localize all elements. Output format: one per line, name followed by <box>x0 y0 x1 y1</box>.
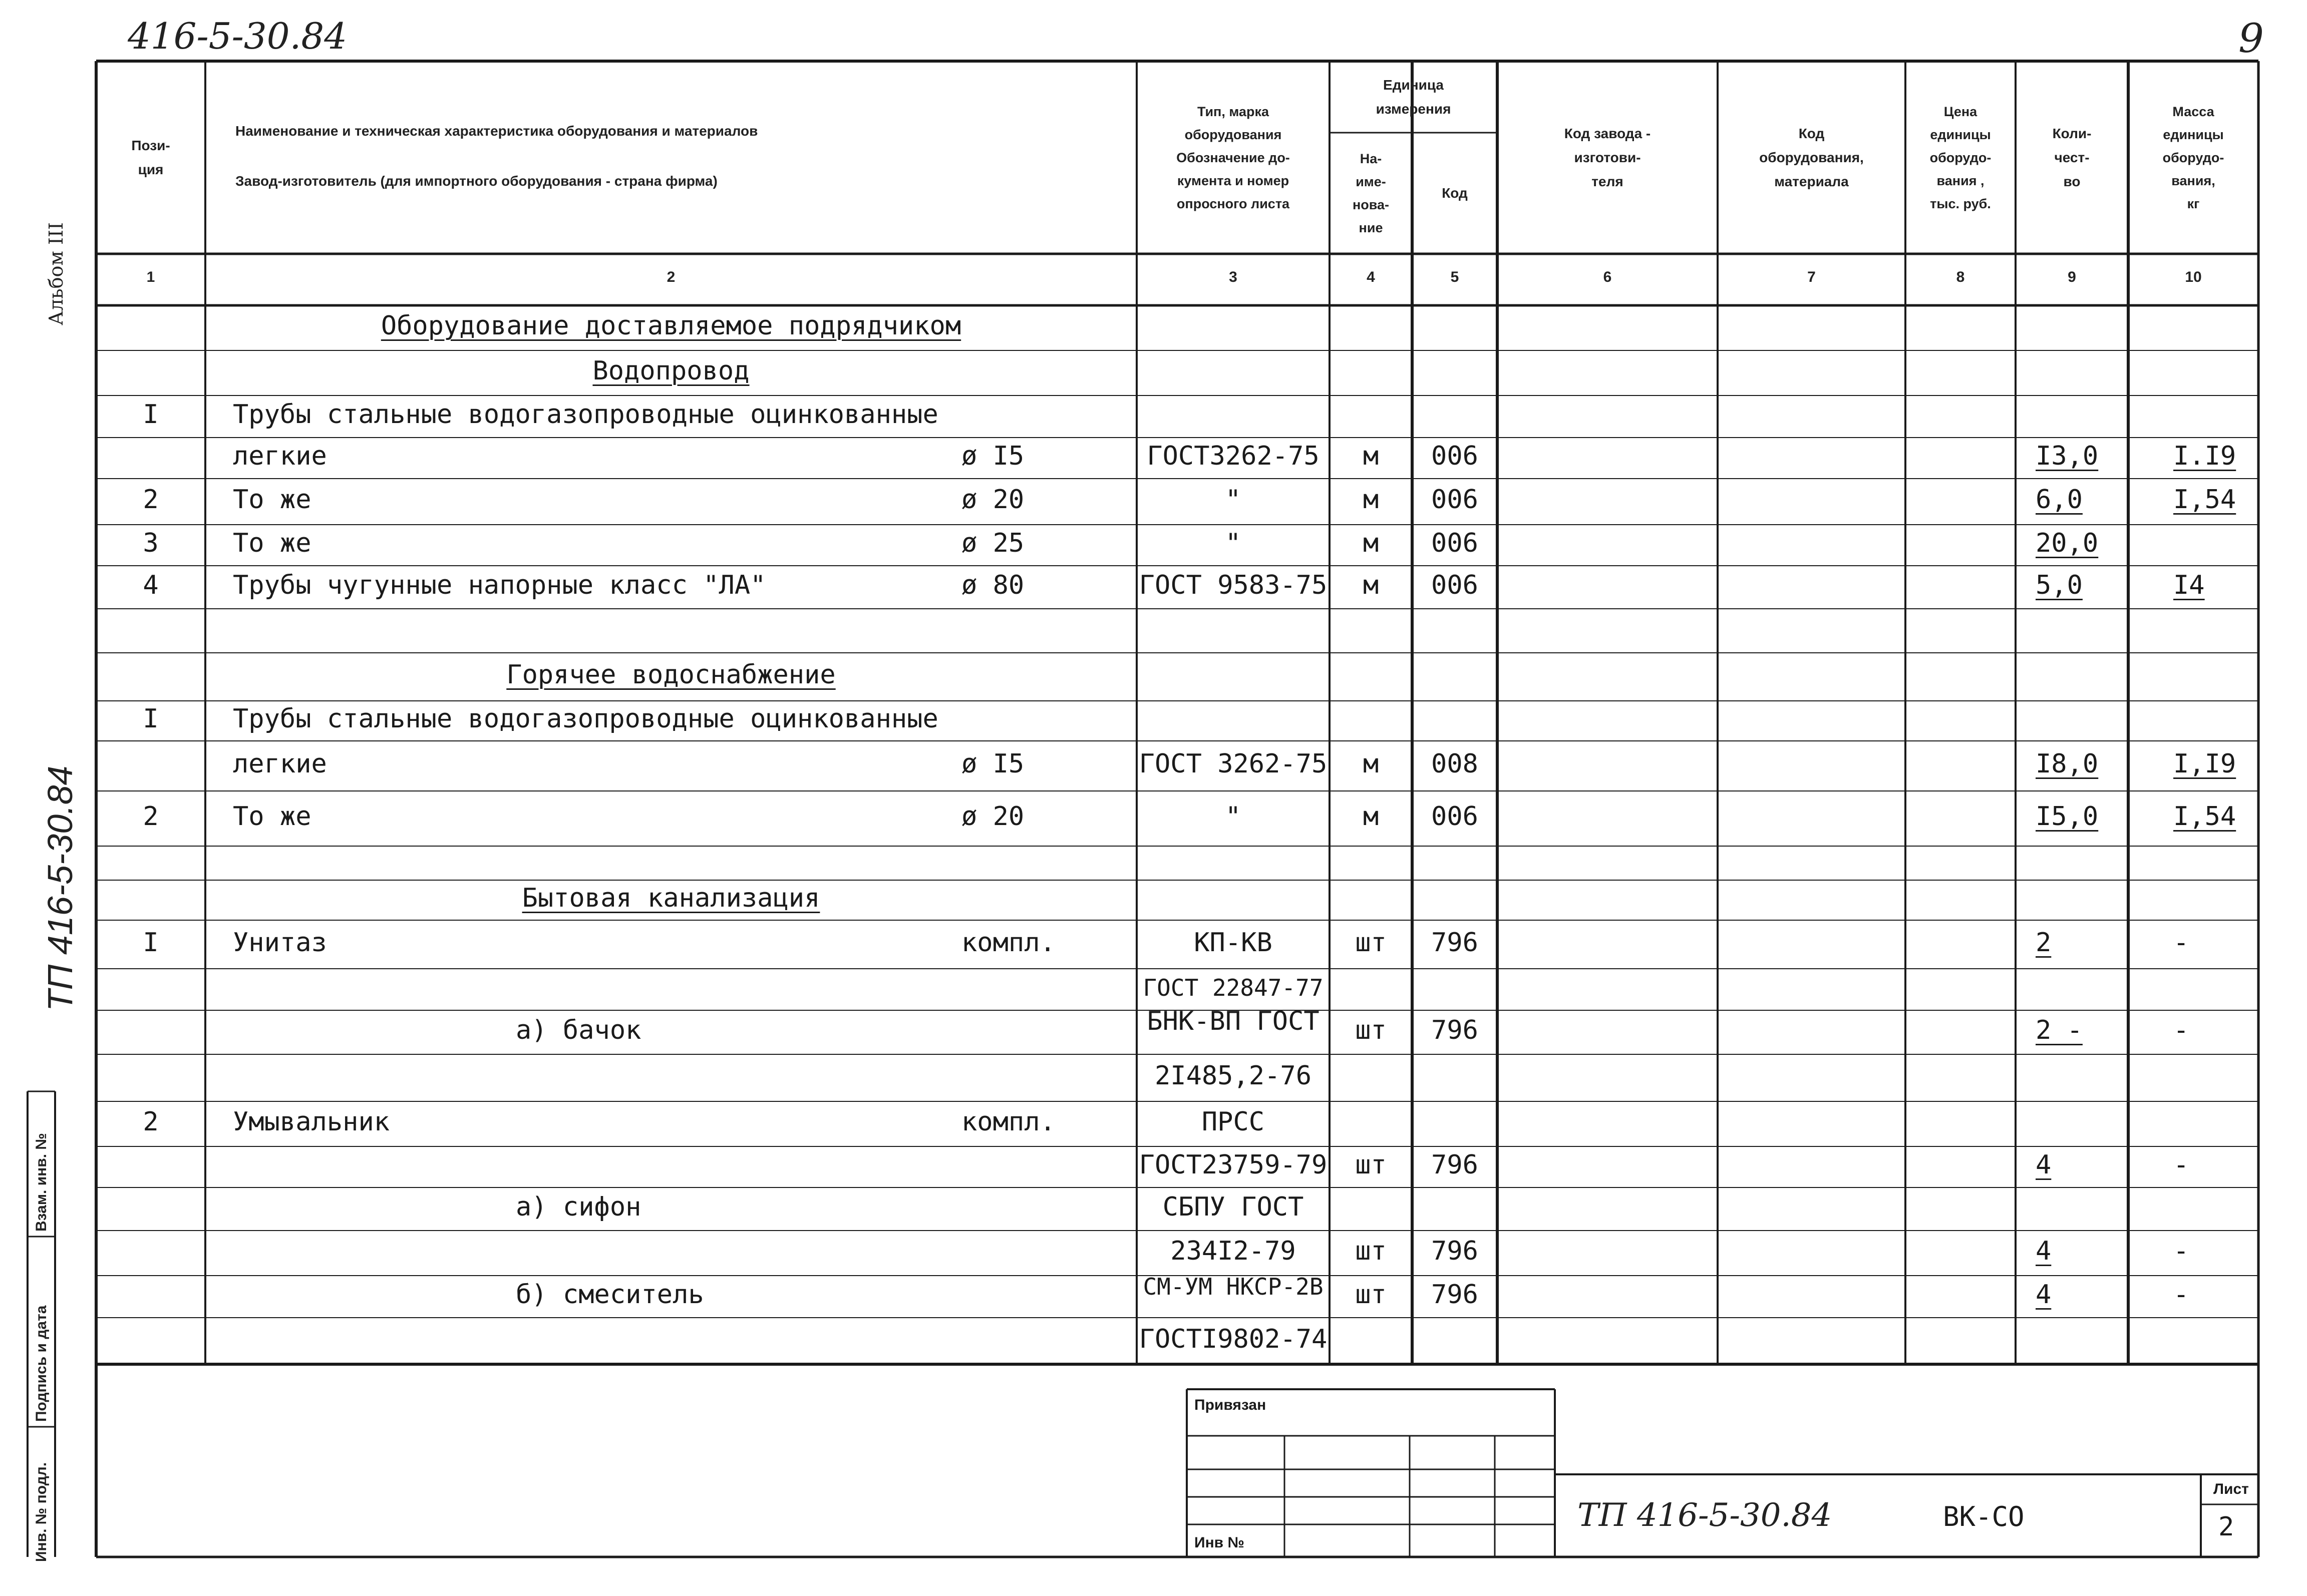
row-name: То же <box>233 802 311 832</box>
row-dimension: ø I5 <box>961 441 1025 471</box>
column-number: 5 <box>1450 269 1459 285</box>
row-quantity: 4 <box>2036 1280 2052 1310</box>
row-type: ПРСС <box>1201 1107 1265 1137</box>
header-line: материала <box>1774 173 1849 189</box>
row-type: 2I485,2-76 <box>1154 1061 1312 1091</box>
row-unit: м <box>1363 749 1379 779</box>
sheet-label: Лист <box>2213 1481 2249 1497</box>
header-line: нова- <box>1352 197 1390 212</box>
row-type: 234I2-79 <box>1170 1236 1296 1266</box>
row-mass: I.I9 <box>2173 441 2236 471</box>
row-name: То же <box>233 485 311 515</box>
row-name: Умывальник <box>233 1107 390 1137</box>
header-line: Единица <box>1383 77 1444 93</box>
title-mark: ВК-СО <box>1943 1501 2025 1532</box>
header-position <box>96 61 205 254</box>
header-line: тыс. руб. <box>1930 196 1991 211</box>
row-dimension: ø 80 <box>961 570 1025 600</box>
header-line: единицы <box>2163 127 2224 142</box>
header-line: во <box>2063 173 2081 189</box>
header-line: Код <box>1442 185 1468 201</box>
row-unit: м <box>1363 802 1379 832</box>
row-unit: шт <box>1355 1150 1387 1180</box>
header-line: чест- <box>2054 149 2090 165</box>
row-mass: I,54 <box>2173 802 2236 832</box>
row-type: ГОСТ 3262-75 <box>1139 749 1328 779</box>
row-unit-code: 796 <box>1431 927 1478 958</box>
row-unit: шт <box>1355 1280 1387 1310</box>
row-unit-code: 006 <box>1431 528 1478 558</box>
row-unit: шт <box>1355 927 1387 958</box>
row-unit-code: 006 <box>1431 802 1478 832</box>
row-position: I <box>143 704 159 734</box>
row-unit-code: 796 <box>1431 1280 1478 1310</box>
header-line: Наименование и техническая характеристика оборудования и материалов <box>235 123 758 139</box>
row-mass: - <box>2173 1015 2189 1045</box>
section-title: Бытовая канализация <box>522 883 820 913</box>
header-line: оборудования, <box>1759 149 1864 165</box>
column-number: 4 <box>1367 269 1375 285</box>
row-unit-code: 008 <box>1431 749 1478 779</box>
row-name: легкие <box>233 749 327 779</box>
row-unit: м <box>1363 570 1379 600</box>
row-position: 3 <box>143 528 159 558</box>
row-unit: шт <box>1355 1236 1387 1266</box>
privyazan-label: Привязан <box>1194 1397 1266 1413</box>
document-code-handwritten: 416-5-30.84 <box>128 15 348 57</box>
row-unit-code: 796 <box>1431 1015 1478 1045</box>
row-type: ГОСТ 9583-75 <box>1139 570 1328 600</box>
row-quantity: I3,0 <box>2036 441 2099 471</box>
row-position: 2 <box>143 802 159 832</box>
row-dimension: компл. <box>961 1107 1056 1137</box>
header-equipment-code <box>1718 61 1905 254</box>
row-type: СМ-УМ НКСР-2В <box>1143 1273 1324 1300</box>
row-unit: м <box>1363 528 1379 558</box>
header-line: ция <box>138 161 164 177</box>
row-name: б) смеситель <box>516 1280 704 1310</box>
header-line: теля <box>1591 173 1623 189</box>
header-line: ние <box>1359 220 1383 235</box>
row-position: 2 <box>143 485 159 515</box>
column-number: 3 <box>1229 269 1237 285</box>
row-name: Трубы чугунные напорные класс "ЛА" <box>233 570 766 600</box>
header-line: оборудо- <box>1929 150 1992 165</box>
column-number: 6 <box>1603 269 1612 285</box>
section-title: Оборудование доставляемое подрядчиком <box>381 311 961 341</box>
album-label: Альбом III <box>45 222 67 325</box>
row-position: 2 <box>143 1107 159 1137</box>
column-number: 10 <box>2185 269 2202 285</box>
row-quantity: I5,0 <box>2036 802 2099 832</box>
header-line: оборудо- <box>2162 150 2224 165</box>
row-type: " <box>1225 528 1241 558</box>
row-quantity: 2 <box>2036 927 2052 958</box>
row-dimension: ø 25 <box>961 528 1025 558</box>
row-type: ГОСТI9802-74 <box>1139 1324 1328 1354</box>
row-quantity: 5,0 <box>2036 570 2083 600</box>
header-unit-name <box>1330 133 1412 254</box>
row-unit-code: 006 <box>1431 441 1478 471</box>
row-mass: - <box>2173 927 2189 958</box>
header-mass <box>2128 61 2258 254</box>
row-unit-code: 796 <box>1431 1236 1478 1266</box>
header-line: опросного листа <box>1176 196 1290 211</box>
header-line: измерения <box>1376 101 1451 117</box>
header-line: Обозначение до- <box>1176 150 1290 165</box>
header-quantity <box>2016 61 2128 254</box>
row-mass: - <box>2173 1150 2189 1180</box>
stamp-vzam-label: Взам. инв. № <box>33 1133 50 1232</box>
row-position: I <box>143 927 159 958</box>
header-price <box>1905 61 2016 254</box>
stamp-podpis-label: Подпись и дата <box>33 1305 50 1422</box>
row-quantity: 2 - <box>2036 1015 2083 1045</box>
row-quantity: 20,0 <box>2036 528 2099 558</box>
header-unit-code <box>1412 133 1497 254</box>
row-dimension: ø I5 <box>961 749 1025 779</box>
row-quantity: 4 <box>2036 1236 2052 1266</box>
title-designation: ТП 416-5-30.84 <box>1577 1497 1832 1534</box>
row-name: То же <box>233 528 311 558</box>
section-title: Горячее водоснабжение <box>506 660 836 690</box>
row-mass: I,54 <box>2173 485 2236 515</box>
header-line: Коли- <box>2052 125 2092 141</box>
row-mass: I4 <box>2173 570 2205 600</box>
row-mass: - <box>2173 1236 2189 1266</box>
row-dimension: ø 20 <box>961 485 1025 515</box>
header-line: Масса <box>2172 104 2214 119</box>
header-line: Тип, марка <box>1197 104 1269 119</box>
row-quantity: 6,0 <box>2036 485 2083 515</box>
row-unit: м <box>1363 485 1379 515</box>
section-title: Водопровод <box>592 356 750 386</box>
row-type: ГОСТ 22847-77 <box>1143 974 1324 1001</box>
row-name: Трубы стальные водогазопроводные оцинкованные <box>233 704 938 734</box>
row-unit: м <box>1363 441 1379 471</box>
header-line: кг <box>2187 196 2200 211</box>
page-number: 9 <box>2238 15 2264 62</box>
header-line: вания , <box>1936 173 1985 188</box>
row-mass: - <box>2173 1280 2189 1310</box>
header-line: изготови- <box>1574 149 1641 165</box>
header-line: Цена <box>1943 104 1978 119</box>
header-unit <box>1330 61 1497 133</box>
row-type: СБПУ ГОСТ <box>1162 1192 1304 1222</box>
row-position: I <box>143 400 159 430</box>
row-name: а) сифон <box>516 1192 641 1222</box>
header-line: вания, <box>2171 173 2215 188</box>
row-quantity: I8,0 <box>2036 749 2099 779</box>
header-type <box>1137 61 1330 254</box>
row-type: " <box>1225 802 1241 832</box>
row-type: БНК-ВП ГОСТ <box>1147 1006 1320 1036</box>
header-line: Завод-изготовитель (для импортного оборудования - страна фирма) <box>235 173 718 189</box>
column-number: 1 <box>146 269 155 285</box>
column-number: 9 <box>2068 269 2076 285</box>
row-unit-code: 006 <box>1431 570 1478 600</box>
row-dimension: ø 20 <box>961 802 1025 832</box>
header-line: На- <box>1360 151 1382 166</box>
row-position: 4 <box>143 570 159 600</box>
row-dimension: компл. <box>961 927 1056 958</box>
row-type: ГОСТ23759-79 <box>1139 1150 1328 1180</box>
sheet-number: 2 <box>2218 1512 2234 1542</box>
row-unit: шт <box>1355 1015 1387 1045</box>
row-name: Трубы стальные водогазопроводные оцинкованные <box>233 400 938 430</box>
row-name: а) бачок <box>516 1015 641 1045</box>
row-type: " <box>1225 485 1241 515</box>
header-line: оборудования <box>1184 127 1282 142</box>
header-line: име- <box>1356 174 1386 189</box>
row-name: легкие <box>233 441 327 471</box>
row-name: Унитаз <box>233 927 327 958</box>
header-line: Пози- <box>131 137 170 153</box>
inv-no-label: Инв № <box>1194 1534 1244 1551</box>
row-quantity: 4 <box>2036 1150 2052 1180</box>
header-name <box>235 106 758 206</box>
header-line: кумента и номер <box>1177 173 1289 188</box>
row-mass: I,I9 <box>2173 749 2236 779</box>
column-number: 8 <box>1956 269 1965 285</box>
row-unit-code: 006 <box>1431 485 1478 515</box>
column-number: 2 <box>667 269 676 285</box>
row-unit-code: 796 <box>1431 1150 1478 1180</box>
row-type: ГОСТ3262-75 <box>1147 441 1320 471</box>
side-project-code: ТП 416-5-30.84 <box>41 765 80 1011</box>
column-number: 7 <box>1807 269 1816 285</box>
row-type: КП-КВ <box>1194 927 1272 958</box>
header-line: Код завода - <box>1564 125 1651 141</box>
header-line: Код <box>1798 125 1825 141</box>
stamp-inv-podl-label: Инв. № подл. <box>33 1462 50 1562</box>
header-factory-code <box>1497 61 1718 254</box>
header-line: единицы <box>1930 127 1991 142</box>
